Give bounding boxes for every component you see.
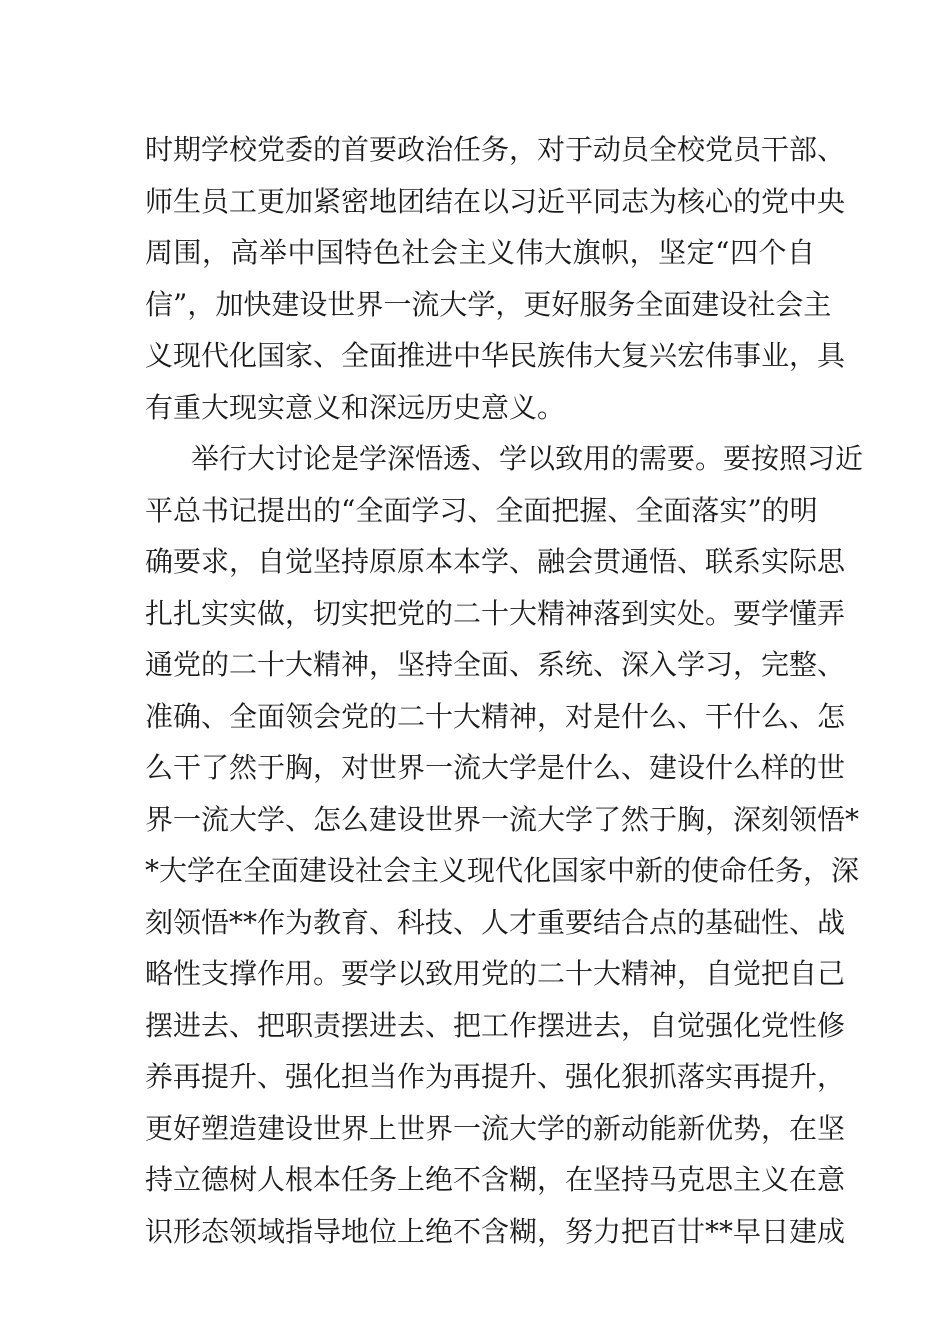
text-line: 师生员工更加紧密地团结在以习近平同志为核心的党中央 <box>145 184 846 218</box>
paragraph-2 <box>145 433 864 1257</box>
paragraph-1 <box>145 124 846 433</box>
text-line: 刻领悟**作为教育、科技、人才重要结合点的基础性、战 <box>145 905 846 939</box>
text-line: 义现代化国家、全面推进中华民族伟大复兴宏伟事业，具 <box>145 339 846 372</box>
text-line: 周围，高举中国特色社会主义伟大旗帜，坚定“四个自 <box>145 236 815 269</box>
text-line: 更好塑造建设世界上世界一流大学的新动能新优势，在坚 <box>145 1111 846 1145</box>
body-text <box>145 124 864 1257</box>
text-line: 通党的二十大精神，坚持全面、系统、深入学习，完整、 <box>145 648 846 681</box>
text-line: 摆进去、把职责摆进去、把工作摆进去，自觉强化党性修 <box>145 1008 846 1042</box>
text-line: 么干了然于胸，对世界一流大学是什么、建设什么样的世 <box>145 751 846 784</box>
text-line: *大学在全面建设社会主义现代化国家中新的使命任务，深 <box>145 854 860 887</box>
text-line: 信”，加快建设世界一流大学，更好服务全面建设社会主 <box>145 287 832 321</box>
text-line: 平总书记提出的“全面学习、全面把握、全面落实”的明 <box>145 493 818 527</box>
text-line: 养再提升、强化担当作为再提升、强化狠抓落实再提升， <box>145 1060 846 1093</box>
text-line: 识形态领域指导地位上绝不含糊，努力把百廿**早日建成 <box>145 1214 846 1248</box>
text-line: 界一流大学、怎么建设世界一流大学了然于胸，深刻领悟* <box>145 802 860 836</box>
text-line: 略性支撑作用。要学以致用党的二十大精神，自觉把自己 <box>145 957 846 990</box>
text-line: 有重大现实意义和深远历史意义。 <box>145 390 566 424</box>
text-line: 准确、全面领会党的二十大精神，对是什么、干什么、怎 <box>145 699 846 733</box>
text-line: 时期学校党委的首要政治任务，对于动员全校党员干部、 <box>145 133 846 166</box>
text-line: 扎扎实实做，切实把党的二十大精神落到实处。要学懂弄 <box>145 596 846 630</box>
text-line: 举行大讨论是学深悟透、学以致用的需要。要按照习近 <box>191 442 864 475</box>
text-line: 持立德树人根本任务上绝不含糊，在坚持马克思主义在意 <box>145 1163 846 1196</box>
text-line: 确要求，自觉坚持原原本本学、融会贯通悟、联系实际思 <box>145 545 846 578</box>
